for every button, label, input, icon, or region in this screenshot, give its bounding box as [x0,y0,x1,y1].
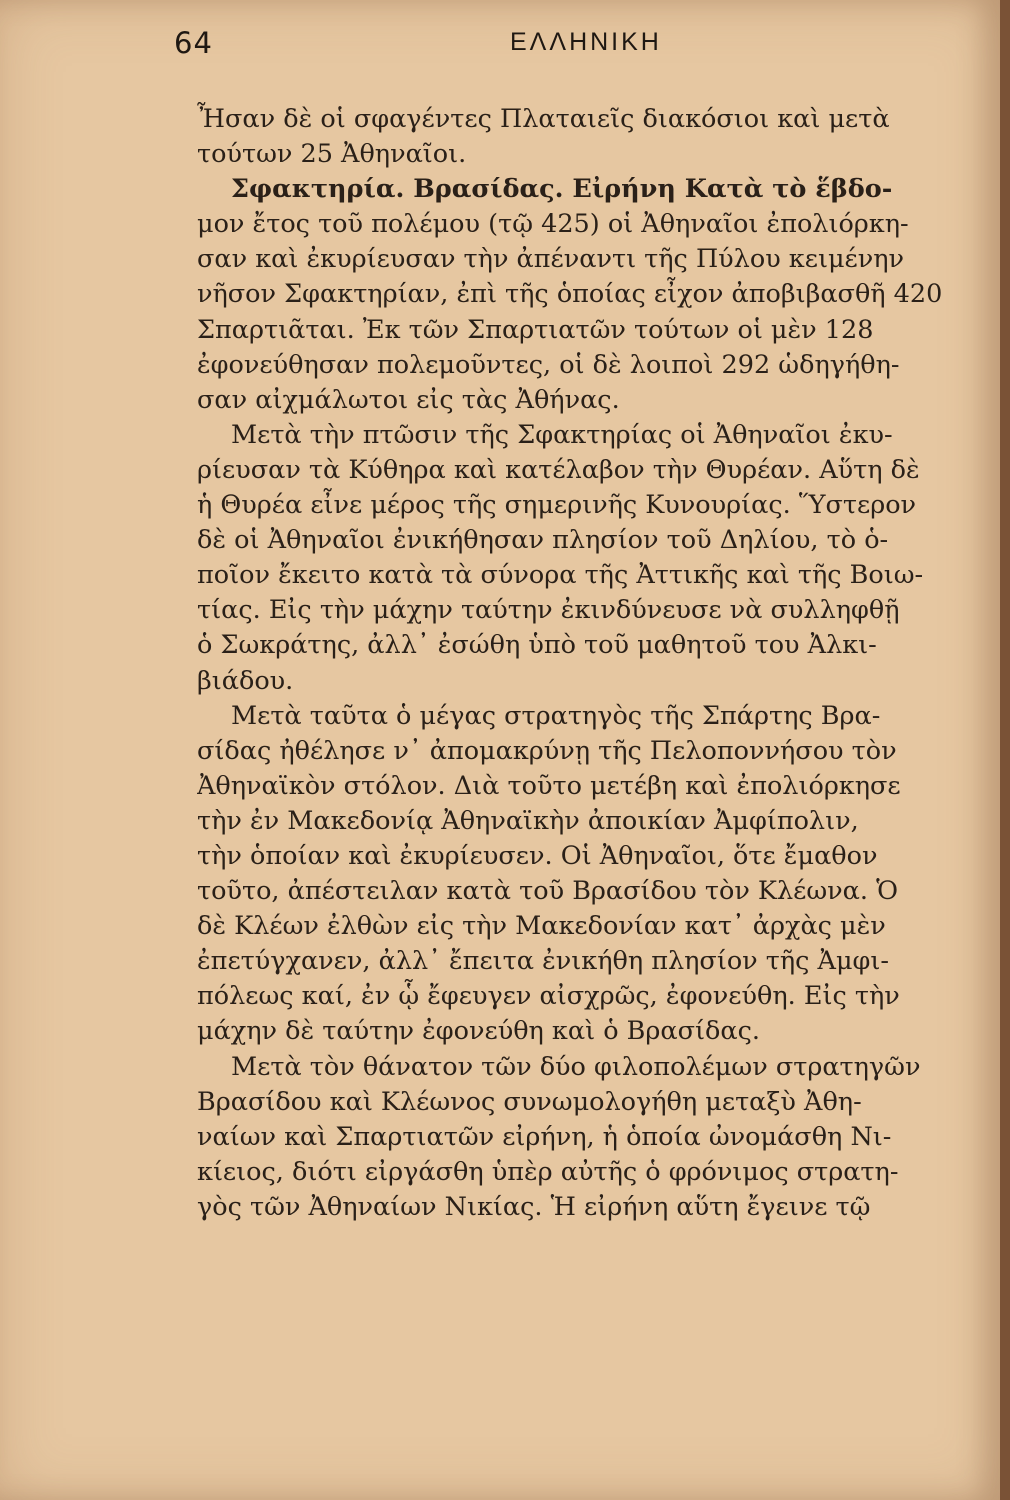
text-line: βιάδου. [197,665,294,696]
text-line: μάχην δὲ ταύτην ἐφονεύθη καὶ ὁ Βρασίδας. [197,1016,760,1047]
text-line: σίδας ἠθέλησε ν᾽ ἀπομακρύνῃ τῆς Πελοποννήσου τὸν [197,735,897,766]
text-line: κίειος, διότι εἰργάσθη ὑπὲρ αὐτῆς ὁ φρόνιμος στρατη- [197,1156,899,1187]
text-line: μον ἔτος τοῦ πολέμου (τῷ 425) οἱ Ἀθηναῖοι ἐπολιόρκη- [197,209,909,240]
text-line: ναίων καὶ Σπαρτιατῶν εἰρήνη, ἡ ὁποία ὠνομάσθη Νι- [197,1121,892,1152]
text-line: ποῖον ἔκειτο κατὰ τὰ σύνορα τῆς Ἀττικῆς καὶ τῆς Βοιω- [197,560,924,591]
paragraph-start-line: Μετὰ ταῦτα ὁ μέγας στρατηγὸς τῆς Σπάρτης Βρα- [231,700,881,731]
text-line: ἡ Θυρέα εἶνε μέρος τῆς σημερινῆς Κυνουρίας. Ὕστερον [197,490,917,521]
text-line: ὁ Σωκράτης, ἀλλ᾽ ἐσώθη ὑπὸ τοῦ μαθητοῦ του Ἀλκι- [197,630,877,661]
text-line: τὴν ἐν Μακεδονίᾳ Ἀθηναϊκὴν ἀποικίαν Ἀμφίπολιν, [197,805,859,836]
body-text [197,102,992,1225]
text-line: τοῦτο, ἀπέστειλαν κατὰ τοῦ Βρασίδου τὸν Κλέωνα. Ὁ [197,876,898,907]
running-head: ΕΛΛΗΝΙΚΗ [510,28,662,56]
text-line: σαν αἰχμάλωτοι εἰς τὰς Ἀθήνας. [197,384,620,415]
text-line: δὲ Κλέων ἐλθὼν εἰς τὴν Μακεδονίαν κατ᾽ ἀρχὰς μὲν [197,911,886,942]
paragraph-start-line: Μετὰ τὴν πτῶσιν τῆς Σφακτηρίας οἱ Ἀθηναῖοι ἐκυ- [231,419,893,450]
paragraph-start-line: Μετὰ τὸν θάνατον τῶν δύο φιλοπολέμων στρατηγῶν [231,1051,921,1082]
text-line: νῆσον Σφακτηρίαν, ἐπὶ τῆς ὁποίας εἶχον ἀποβιβασθῆ 420 [197,279,943,310]
text-line: τὴν ὁποίαν καὶ ἐκυρίευσεν. Οἱ Ἀθηναῖοι, ὅτε ἔμαθον [197,840,878,871]
text-line: τίας. Εἰς τὴν μάχην ταύτην ἐκινδύνευσε νὰ συλληφθῇ [197,595,900,626]
text-line: γὸς τῶν Ἀθηναίων Νικίας. Ἡ εἰρήνη αὕτη ἔγεινε τῷ [197,1191,871,1222]
text-line: ἐπετύγχανεν, ἀλλ᾽ ἔπειτα ἐνικήθη πλησίον τῆς Ἀμφι- [197,946,890,977]
page-edge [1000,0,1010,1500]
text-line: Βρασίδου καὶ Κλέωνος συνωμολογήθη μεταξὺ Ἀθη- [197,1086,862,1117]
section-heading-line: Σφακτηρία. Βρασίδας. Εἰρήνη Κατὰ τὸ ἕβδο- [231,174,893,205]
page-header [170,18,970,68]
text-line: ἐφονεύθησαν πολεμοῦντες, οἱ δὲ λοιποὶ 292 ὡδηγήθη- [197,349,900,380]
text-line: Ἀθηναϊκὸν στόλον. Διὰ τοῦτο μετέβη καὶ ἐπολιόρκησε [197,770,901,801]
text-line: πόλεως καί, ἐν ᾧ ἔφευγεν αἰσχρῶς, ἐφονεύθη. Εἰς τὴν [197,981,900,1012]
text-line: τούτων 25 Ἀθηναῖοι. [197,139,467,170]
text-line: Σπαρτιᾶται. Ἐκ τῶν Σπαρτιατῶν τούτων οἱ μὲν 128 [197,314,874,345]
text-line: ρίευσαν τὰ Κύθηρα καὶ κατέλαβον τὴν Θυρέαν. Αὕτη δὲ [197,454,920,485]
text-line: δὲ οἱ Ἀθηναῖοι ἐνικήθησαν πλησίον τοῦ Δηλίου, τὸ ὁ- [197,525,889,556]
text-line: Ἦσαν δὲ οἱ σφαγέντες Πλαταιεῖς διακόσιοι καὶ μετὰ [197,104,890,134]
page-number: 64 [174,26,213,60]
text-line: σαν καὶ ἐκυρίευσαν τὴν ἀπέναντι τῆς Πύλου κειμένην [197,244,905,275]
